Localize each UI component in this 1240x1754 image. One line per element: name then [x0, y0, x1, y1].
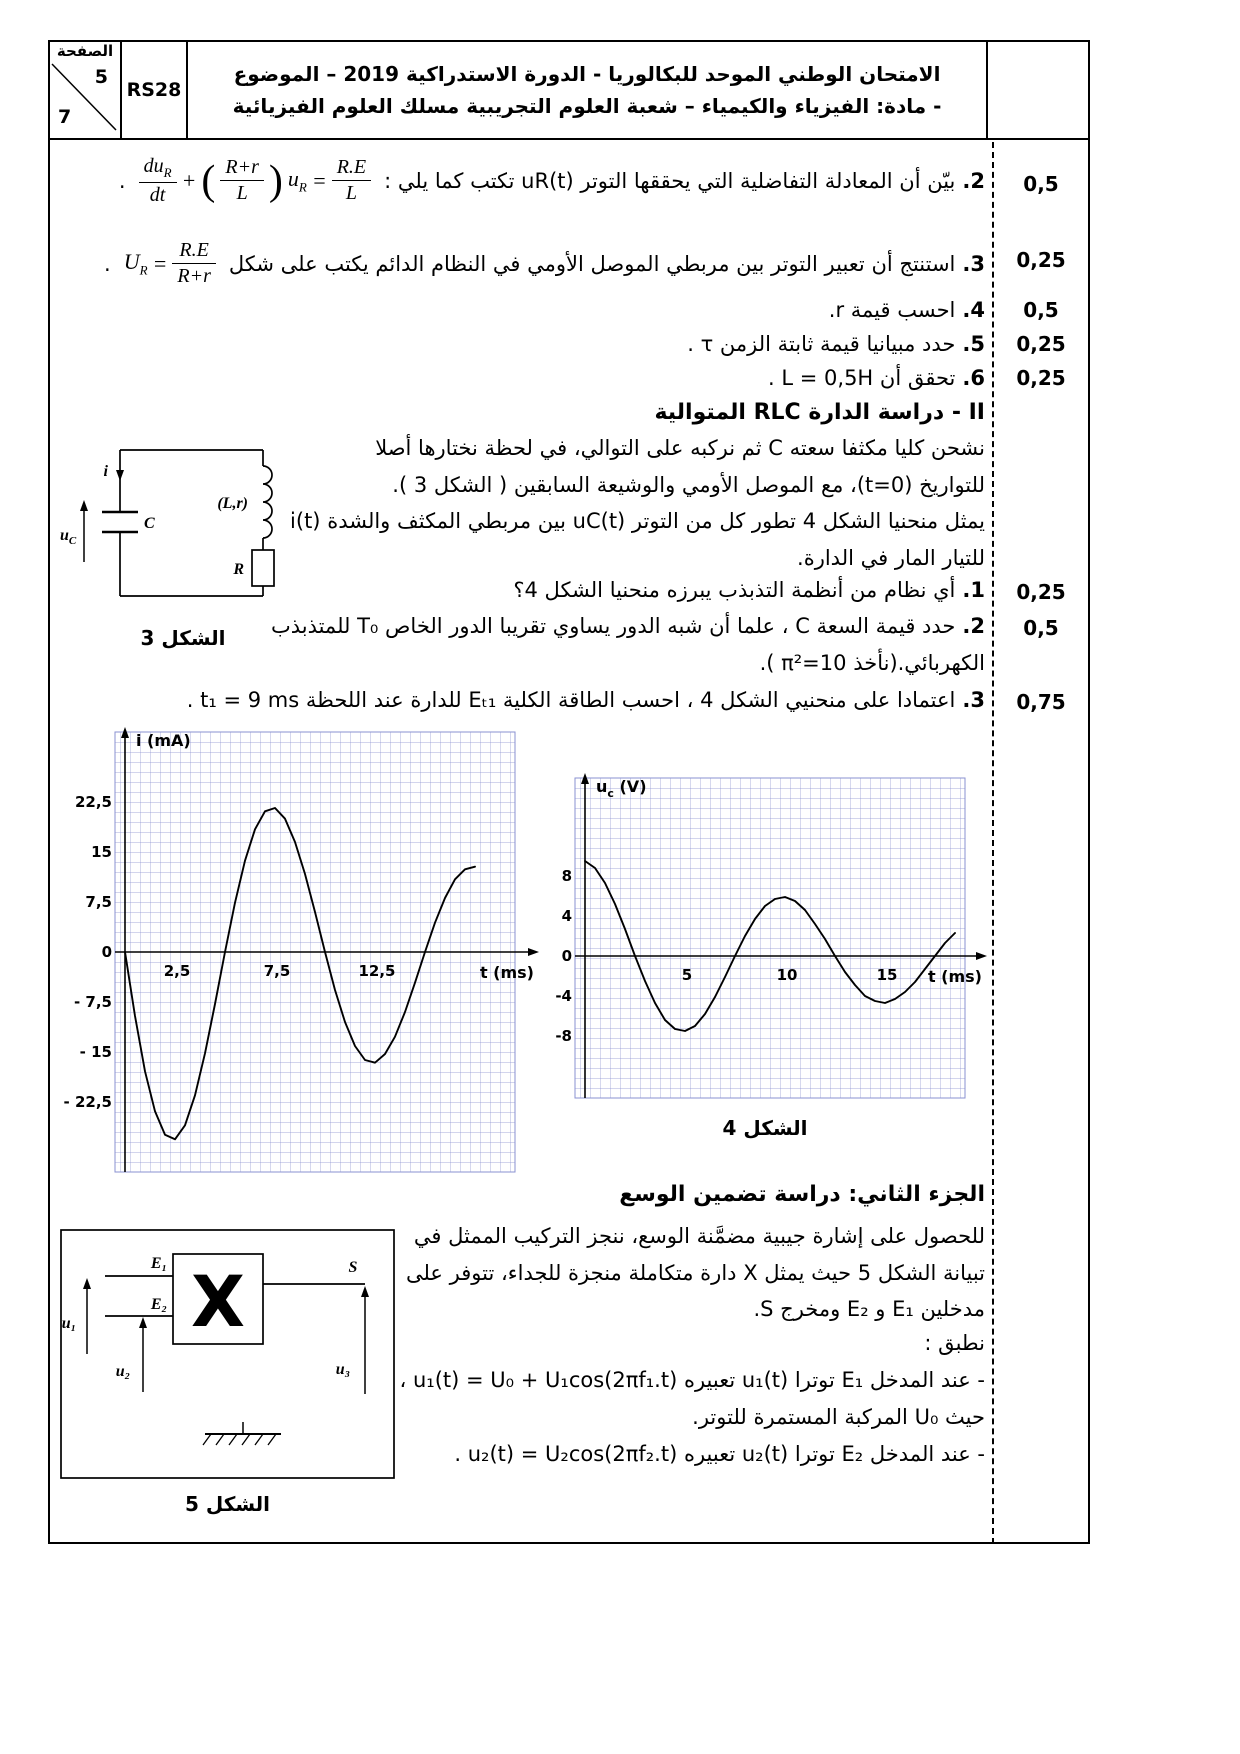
multiplier-circuit-figure	[55, 1224, 400, 1486]
part2-paragraph	[400, 1218, 985, 1328]
figure4-caption: الشكل 4	[722, 1116, 808, 1140]
part2-heading: الجزء الثاني: دراسة تضمين الوسع	[619, 1182, 985, 1207]
mark-q4: 0,5	[1023, 298, 1059, 322]
multiplier-x-symbol: X	[191, 1261, 245, 1343]
mark-q5: 0,25	[1016, 332, 1066, 356]
rlc-circuit-figure	[58, 424, 308, 624]
header-empty-cell	[988, 42, 1088, 138]
ground-hatching	[203, 1434, 276, 1445]
graph-grid	[575, 778, 965, 1098]
capacitor-label: C	[144, 515, 155, 532]
svg-text:- 22,5: - 22,5	[63, 1093, 112, 1111]
svg-text:5: 5	[681, 966, 693, 984]
exam-title-line1: الامتحان الوطني الموحد للبكالوريا - الدورة الاستدراكية 2019 – الموضوع	[233, 62, 941, 86]
svg-text:- 7,5: - 7,5	[73, 993, 112, 1011]
s-label: S	[348, 1259, 358, 1276]
x-axis-label: t (ms)	[479, 963, 534, 982]
coil-label: (L,r)	[217, 495, 248, 512]
paragraph-line: يمثل منحنيا الشكل 4 تطور كل من التوتر uC(t) بين مربطي المكثف والشدة i(t)	[290, 509, 985, 533]
question-number: 3.	[962, 251, 985, 276]
paragraph-line: للتيار المار في الدارة.	[797, 545, 985, 570]
question-2	[119, 156, 985, 206]
coil-symbol	[263, 466, 272, 538]
voltage-graph	[520, 768, 1010, 1113]
e2-label: E₂	[150, 1296, 168, 1313]
svg-text:15: 15	[91, 843, 112, 861]
svg-text:4: 4	[561, 907, 572, 925]
current-label: i	[103, 463, 108, 480]
page-current: 5	[94, 66, 108, 88]
paragraph-line: تبيانة الشكل 5 حيث يمثل X دارة متكاملة منجزة للجداء، تتوفر على	[405, 1260, 985, 1285]
differential-equation: $\frac{du_R}{dt}$ + ( $\frac{R+r}{L}$ ) $u_R$ = $\frac{R.E}{L}$	[139, 156, 372, 206]
input2-line: - عند المدخل E₂ توترا u₂(t) تعبيره u₂(t) = U₂cos(2πf₂.t) .	[454, 1442, 985, 1466]
svg-text:10: 10	[776, 966, 798, 984]
apply-line: نطبق :	[924, 1331, 985, 1355]
sentence-period: .	[104, 251, 111, 276]
question-text: بيّن أن المعادلة التفاضلية التي يحققها التوتر uR(t) تكتب كما يلي :	[384, 168, 956, 193]
mark-q2: 0,5	[1023, 172, 1059, 196]
svg-text:15: 15	[876, 966, 898, 984]
question-ii-2: 2. حدد قيمة السعة C ، علما أن شبه الدور يساوي تقريبا الدور الخاص T₀ للمتذبذب	[270, 614, 985, 638]
svg-text:-8: -8	[555, 1027, 572, 1045]
resistor-label: R	[233, 561, 244, 578]
svg-text:7,5: 7,5	[263, 962, 291, 980]
question-4: 4. احسب قيمة r.	[828, 298, 985, 322]
u1-label: u₁	[61, 1315, 77, 1332]
mark-ii-q3: 0,75	[1016, 690, 1066, 714]
question-text: استنتج أن تعبير التوتر بين مربطي الموصل الأومي في النظام الدائم يكتب على شكل	[228, 251, 956, 276]
svg-text:12,5: 12,5	[358, 962, 396, 980]
svg-text:0: 0	[101, 943, 112, 961]
e1-label: E₁	[150, 1255, 168, 1272]
x-axis-arrow	[976, 952, 987, 960]
y-axis-label: $u_c$ (V)	[596, 777, 647, 800]
paragraph-line: مدخلين E₁ و E₂ ومخرج S.	[753, 1297, 985, 1321]
svg-text:2,5: 2,5	[163, 962, 191, 980]
input1-continued: حيث U₀ المركبة المستمرة للتوتر.	[692, 1405, 985, 1429]
mark-ii-q1: 0,25	[1016, 580, 1066, 604]
figure3-caption: الشكل 3	[140, 626, 226, 650]
exam-title-box	[188, 42, 988, 138]
question-3	[104, 240, 985, 287]
mark-ii-q2: 0,5	[1023, 616, 1059, 640]
svg-text:0: 0	[561, 947, 572, 965]
question-number: 2.	[962, 168, 985, 193]
question-ii-1: 1. أي نظام من أنظمة التذبذب يبرزه منحنيا الشكل 4؟	[513, 578, 985, 602]
paragraph-line: نشحن كليا مكثفا سعته C ثم نركبه على التوالي، في لحظة نختارها أصلا	[375, 436, 985, 460]
current-graph	[60, 722, 560, 1192]
section-ii-paragraph	[290, 430, 985, 576]
svg-text:- 15: - 15	[79, 1043, 112, 1061]
sentence-period: .	[118, 168, 126, 193]
u3-label: u₃	[335, 1361, 351, 1378]
current-arrow	[116, 470, 124, 481]
question-ii-2-continued: الكهربائي.(نأخذ π²=10 ).	[759, 651, 985, 675]
svg-text:8: 8	[561, 867, 572, 885]
header	[50, 42, 1088, 140]
exam-code: RS28	[122, 42, 188, 138]
page-number-box	[50, 42, 122, 138]
y-axis-label: i (mA)	[136, 731, 191, 750]
mark-q3: 0,25	[1016, 248, 1066, 272]
svg-text:-4: -4	[555, 987, 572, 1005]
x-axis-label: t (ms)	[927, 967, 982, 986]
paragraph-line: للحصول على إشارة جيبية مضمَّنة الوسع، ننجز التركيب الممثل في	[413, 1224, 985, 1248]
page-total: 7	[58, 106, 72, 128]
u2-label: u₂	[115, 1363, 131, 1380]
question-ii-3: 3. اعتمادا على منحنيي الشكل 4 ، احسب الطاقة الكلية Eₜ₁ للدارة عند اللحظة t₁ = 9 ms .	[186, 688, 985, 712]
y-tick-labels	[64, 793, 112, 1111]
resistor-symbol	[252, 550, 274, 586]
ur-equation: $U_R$ = $\frac{R.E}{R+r}$	[124, 240, 216, 287]
page-label: الصفحة	[56, 42, 114, 60]
section-ii-heading: II - دراسة الدارة RLC المتوالية	[654, 400, 985, 425]
mark-q6: 0,25	[1016, 366, 1066, 390]
svg-text:22,5: 22,5	[74, 793, 112, 811]
question-6: 6. تحقق أن L = 0,5H .	[768, 366, 985, 390]
svg-text:7,5: 7,5	[85, 893, 112, 911]
uc-label: $u_C$	[60, 527, 77, 547]
y-tick-labels	[555, 867, 572, 1045]
figure5-caption: الشكل 5	[184, 1492, 271, 1516]
question-5: 5. حدد مبيانيا قيمة ثابتة الزمن τ .	[687, 332, 985, 356]
paragraph-line: للتواريخ (t=0)، مع الموصل الأومي والوشيعة السابقين ( الشكل 3 ).	[392, 472, 985, 497]
exam-title-line2: - مادة: الفيزياء والكيمياء – شعبة العلوم التجريبية مسلك العلوم الفيزيائية	[232, 94, 942, 118]
input1-line: - عند المدخل E₁ توترا u₁(t) تعبيره u₁(t) = U₀ + U₁cos(2πf₁.t) ،	[399, 1368, 985, 1392]
